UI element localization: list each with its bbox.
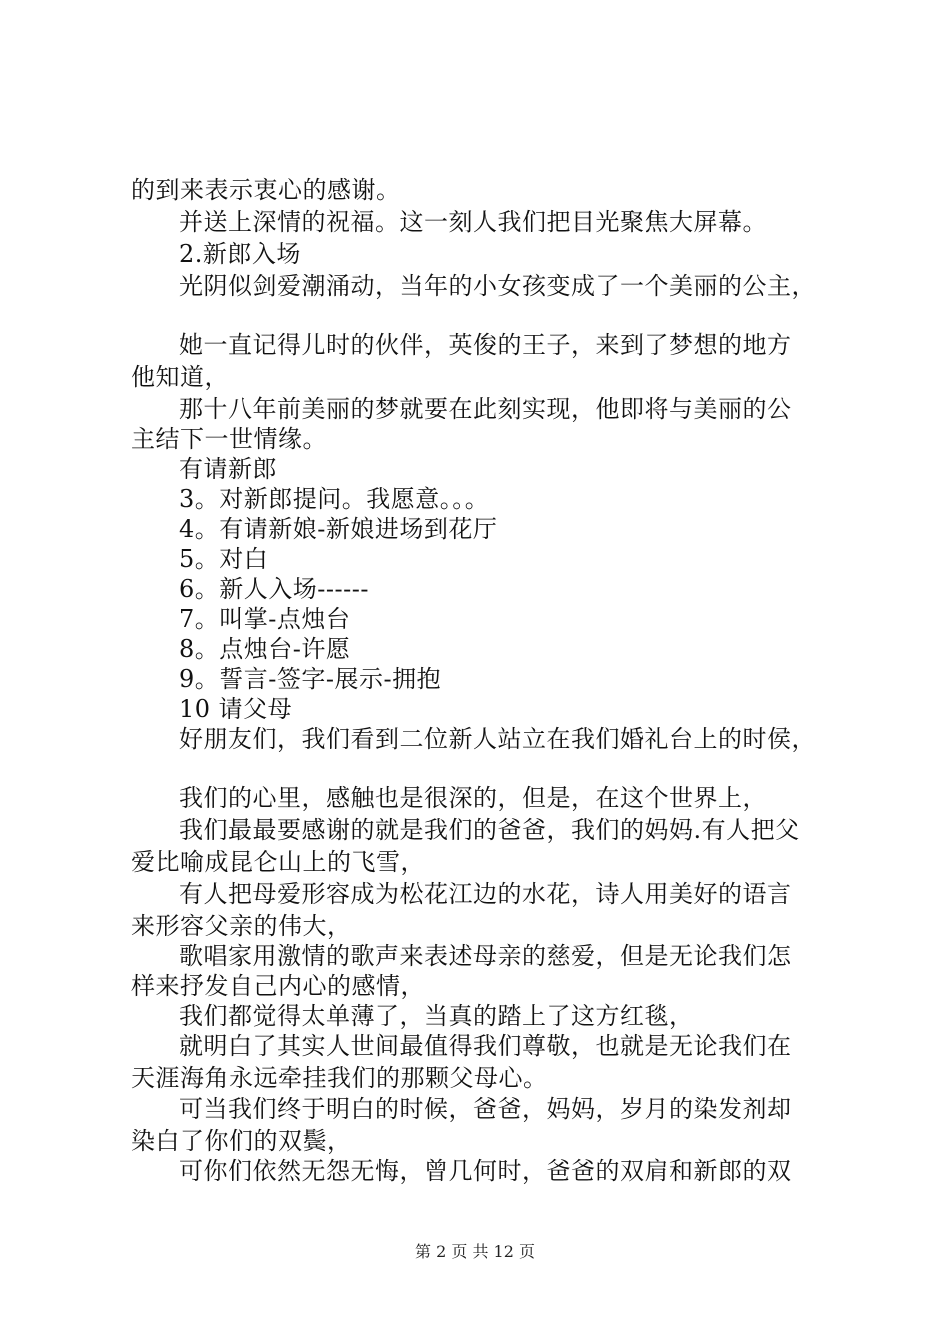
text-line: 有请新郎 xyxy=(179,455,277,483)
text-line: 我们最最要感谢的就是我们的爸爸，我们的妈妈.有人把父 xyxy=(179,816,800,844)
text-line: 8。点烛台-许愿 xyxy=(179,635,351,663)
text-line: 歌唱家用激情的歌声来表述母亲的慈爱，但是无论我们怎 xyxy=(179,942,792,970)
text-line: 并送上深情的祝福。这一刻人我们把目光聚焦大屏幕。 xyxy=(179,208,767,236)
text-line: 可你们依然无怨无悔，曾几何时，爸爸的双肩和新郎的双 xyxy=(179,1157,792,1185)
text-line: 样来抒发自己内心的感情， xyxy=(131,972,425,1000)
text-line: 5。对白 xyxy=(179,545,269,573)
text-line: 我们的心里，感触也是很深的，但是，在这个世界上， xyxy=(179,784,767,812)
text-line: 3。对新郎提问。我愿意。。。 xyxy=(179,485,490,513)
text-line: 那十八年前美丽的梦就要在此刻实现，他即将与美丽的公 xyxy=(179,395,792,423)
text-line: 4。有请新娘-新娘进场到花厅 xyxy=(179,515,498,543)
text-line: 2.新郎入场 xyxy=(179,240,301,268)
text-line: 9。誓言-签字-展示-拥抱 xyxy=(179,665,442,693)
text-line: 好朋友们，我们看到二位新人站立在我们婚礼台上的时侯， xyxy=(179,725,816,753)
text-line: 6。新人入场------ xyxy=(179,575,369,603)
text-line: 天涯海角永远牵挂我们的那颗父母心。 xyxy=(131,1064,548,1092)
text-line: 7。叫掌-点烛台 xyxy=(179,605,351,633)
text-line: 的到来表示衷心的感谢。 xyxy=(131,176,401,204)
text-line: 可当我们终于明白的时候，爸爸，妈妈，岁月的染发剂却 xyxy=(179,1095,792,1123)
text-line: 就明白了其实人世间最值得我们尊敬，也就是无论我们在 xyxy=(179,1032,792,1060)
text-line: 主结下一世情缘。 xyxy=(131,425,327,453)
text-line: 他知道， xyxy=(131,363,229,391)
text-line: 10 请父母 xyxy=(179,695,293,723)
text-line: 爱比喻成昆仑山上的飞雪， xyxy=(131,848,425,876)
text-line: 我们都觉得太单薄了，当真的踏上了这方红毯， xyxy=(179,1002,694,1030)
text-line: 她一直记得儿时的伙伴，英俊的王子，来到了梦想的地方 xyxy=(179,331,792,359)
text-line: 来形容父亲的伟大， xyxy=(131,912,352,940)
text-line: 有人把母爱形容成为松花江边的水花，诗人用美好的语言 xyxy=(179,880,792,908)
page-footer: 第 2 页 共 12 页 xyxy=(415,1242,535,1261)
text-line: 染白了你们的双鬓， xyxy=(131,1127,352,1155)
text-line: 光阴似剑爱潮涌动，当年的小女孩变成了一个美丽的公主， xyxy=(179,272,816,300)
